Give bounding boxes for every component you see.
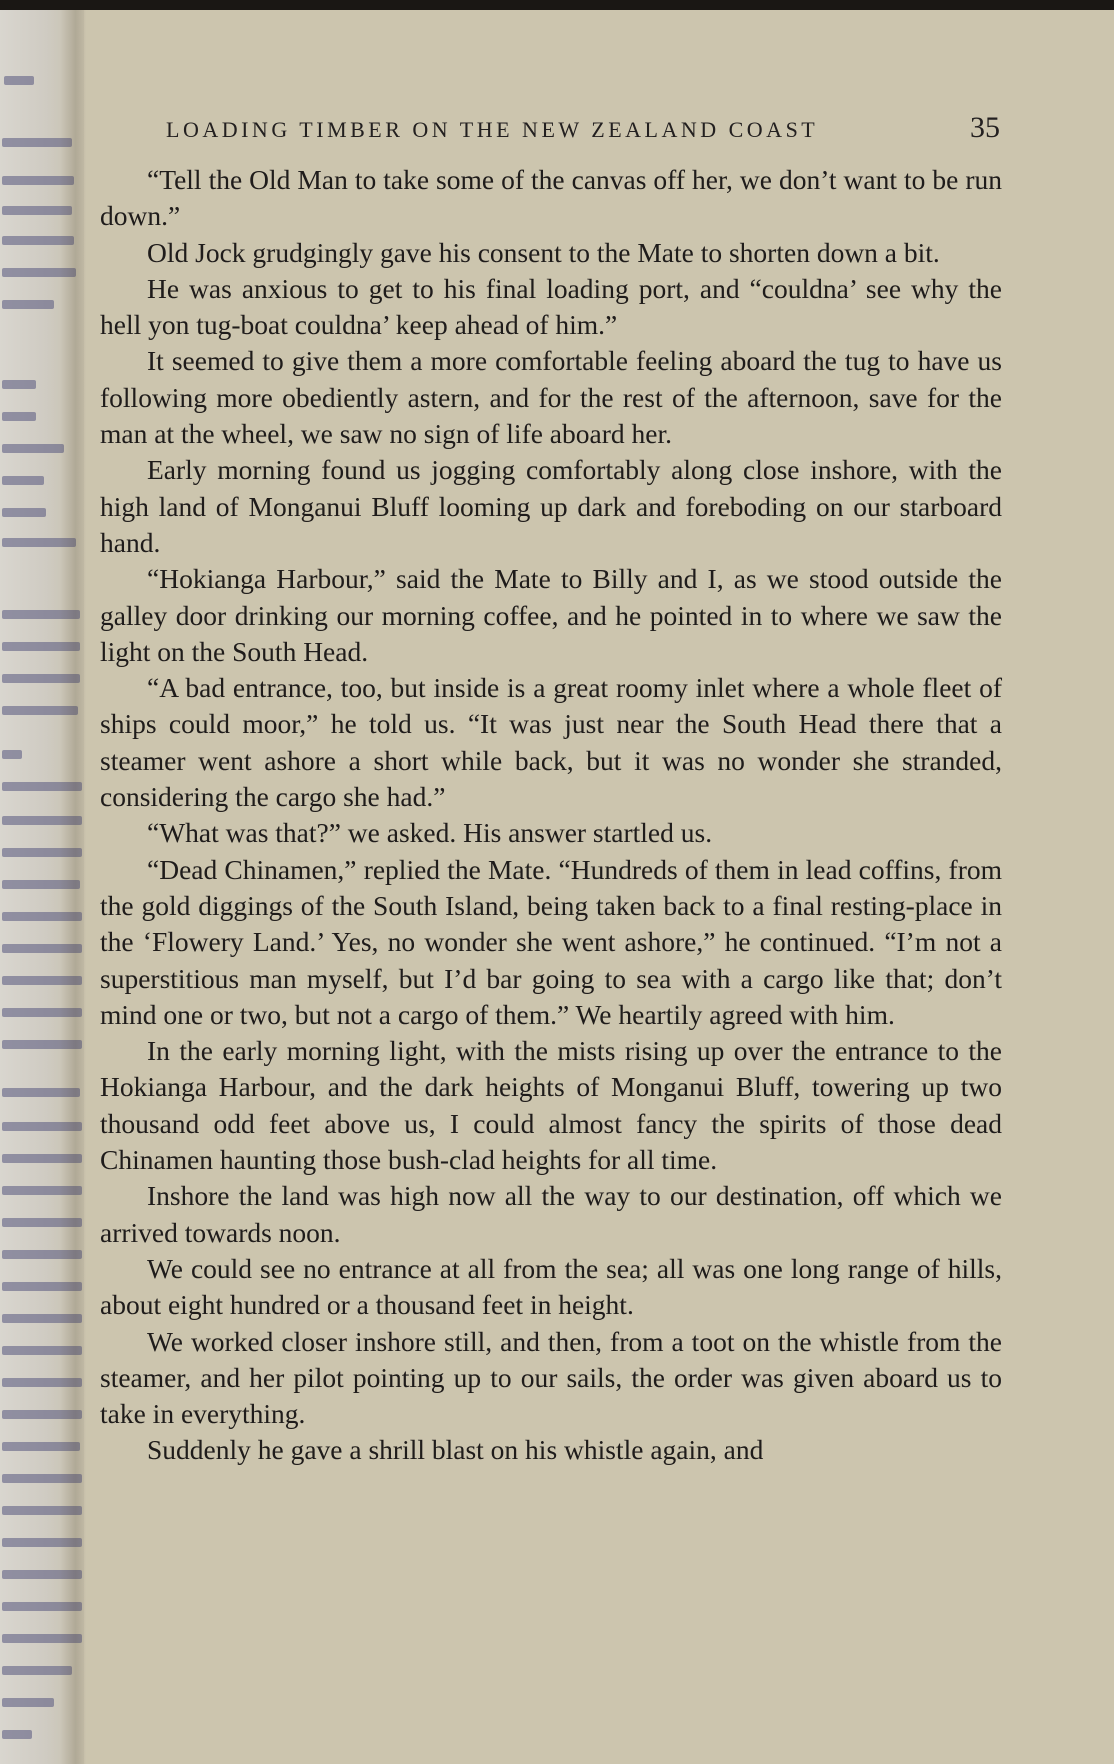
paragraph: “Dead Chinamen,” replied the Mate. “Hundreds of them in lead coffins, from the gold diggings of the South Island, being taken back to a final resting-place in the ‘Flowery Land.’ Yes, no wonder she went ashore,” he continued. “I’m not a superstitious man myself, but I’d bar going to sea with a cargo like that; don’t mind one or two, but not a cargo of them.” We heartily agreed with him.: [100, 853, 1002, 1030]
paragraph: Old Jock grudgingly gave his consent to the Mate to shorten down a bit.: [147, 236, 940, 268]
ink-bleed-mark: [4, 76, 34, 85]
paragraph: We worked closer inshore still, and then, from a toot on the whistle from the steamer, and her pilot pointing up to our sails, the order was given aboard us to take in everything.: [100, 1325, 1002, 1430]
paragraph: He was anxious to get to his final loading port, and “couldna’ see why the hell yon tug-boat couldna’ keep ahead of him.”: [100, 272, 1002, 341]
ink-bleed-mark: [2, 476, 44, 485]
paragraph: “What was that?” we asked. His answer startled us.: [147, 817, 713, 849]
scan-top-border: [0, 0, 1114, 10]
ink-bleed-mark: [2, 380, 36, 389]
paragraph: “Tell the Old Man to take some of the canvas off her, we don’t want to be run down.”: [100, 164, 1002, 232]
ink-bleed-mark: [2, 300, 54, 309]
ink-bleed-mark: [2, 508, 46, 517]
ink-bleed-mark: [2, 1730, 32, 1739]
running-head: [166, 111, 1000, 151]
ink-bleed-mark: [2, 412, 36, 421]
paragraph: In the early morning light, with the mists rising up over the entrance to the Hokianga Harbour, and the dark heights of Monganui Bluff, towering up two thousand odd feet above us, I could almost fancy the spirits of those dead Chinamen haunting those bush-clad heights for all time.: [100, 1035, 1002, 1176]
ink-bleed-mark: [2, 750, 22, 759]
paragraph: It seemed to give them a more comfortable feeling aboard the tug to have us following more obediently astern, and for the rest of the afternoon, save for the man at the wheel, we saw no sign of life aboard her.: [100, 345, 1002, 450]
paragraph: Early morning found us jogging comfortably along close inshore, with the high land of Monganui Bluff looming up dark and foreboding on our starboard hand.: [100, 454, 1002, 558]
paragraph: We could see no entrance at all from the sea; all was one long range of hills, about eight hundred or a thousand feet in height.: [100, 1252, 1002, 1321]
paragraph: “A bad entrance, too, but inside is a great roomy inlet where a whole fleet of ships could moor,” he told us. “It was just near the South Head there that a steamer went ashore a short while back, but it was no wonder she stranded, considering the cargo she had.”: [100, 672, 1002, 813]
paragraph: Suddenly he gave a shrill blast on his whistle again, and: [147, 1434, 764, 1466]
body-text: [100, 162, 1002, 1469]
page-number: 35: [970, 111, 1000, 144]
paragraph: “Hokianga Harbour,” said the Mate to Billy and I, as we stood outside the galley door drinking our morning coffee, and he pointed in to where we saw the light on the South Head.: [100, 563, 1002, 667]
page-gutter-shadow: [60, 10, 86, 1764]
ink-bleed-mark: [2, 444, 64, 453]
ink-bleed-mark: [2, 1698, 54, 1707]
running-title: LOADING TIMBER ON THE NEW ZEALAND COAST: [166, 117, 819, 142]
paragraph: Inshore the land was high now all the way to our destination, off which we arrived towards noon.: [100, 1180, 1002, 1248]
